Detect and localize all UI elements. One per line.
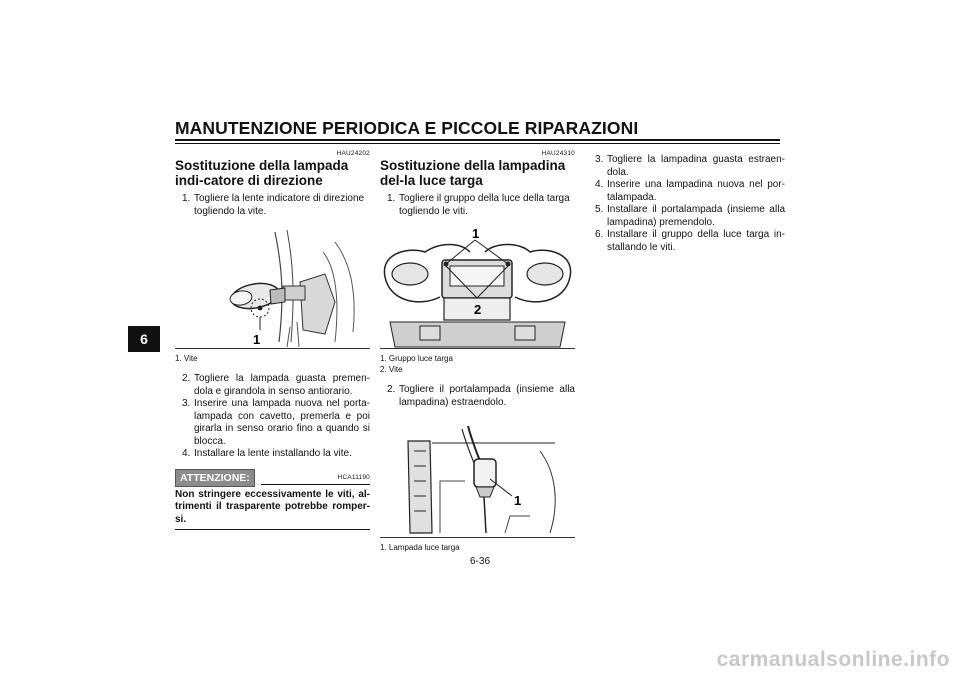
- attention-text: Non stringere eccessivamente le viti, al-trimenti il trasparente potrebbe romper-si.: [175, 488, 370, 525]
- caption-text: Gruppo luce targa: [388, 354, 453, 363]
- list-item: [182, 398, 370, 448]
- step-list: [595, 154, 785, 254]
- right-column: [595, 154, 785, 254]
- attention-rule: [261, 484, 370, 485]
- caption-text: Vite: [388, 365, 403, 374]
- caption-text: Vite: [183, 354, 198, 363]
- attention-bottom-rule: [175, 529, 370, 530]
- step-number: 4.: [595, 179, 604, 190]
- list-item: [182, 193, 370, 218]
- step-text: Installare il portalampada (insieme alla lampadina) premendolo.: [607, 204, 785, 228]
- step-number: 2.: [387, 384, 396, 395]
- left-column: [175, 150, 370, 530]
- step-number: 6.: [595, 229, 604, 240]
- page-number: 6-36: [469, 556, 490, 567]
- chapter-tab[interactable]: 6: [128, 326, 160, 352]
- figure-caption: [175, 353, 370, 364]
- section-heading: Sostituzione della lampada indi-catore di direzione: [175, 158, 349, 188]
- list-item: [595, 204, 785, 229]
- caption-number: 1.: [380, 543, 387, 552]
- step-text: Togliere la lampadina guasta estraen-dola.: [607, 154, 785, 178]
- license-light-figure: [380, 222, 575, 349]
- step-text: Installare la lente installando la vite.: [194, 448, 352, 459]
- bulb-socket-illustration: [380, 421, 575, 537]
- figure-caption: [380, 542, 575, 553]
- watermark[interactable]: carmanualsonline.info: [716, 648, 950, 671]
- step-list: [380, 193, 575, 218]
- step-list: [380, 384, 575, 409]
- step-text: Inserire una lampadina nuova nel por-talampada.: [607, 179, 785, 203]
- header-rule-thin: [175, 143, 780, 144]
- caption-number: 1.: [175, 354, 182, 363]
- step-text: Installare il gruppo della luce targa in-stallando le viti.: [607, 229, 785, 253]
- middle-column: [380, 150, 575, 553]
- step-number: 3.: [595, 154, 604, 165]
- step-list: [175, 373, 370, 461]
- list-item: [182, 373, 370, 398]
- list-item: [595, 229, 785, 254]
- figure-caption: [380, 353, 575, 375]
- turn-signal-figure: [175, 222, 370, 349]
- step-number: 1.: [182, 193, 191, 204]
- list-item: [182, 448, 370, 461]
- section-code: HAU24310: [541, 150, 575, 157]
- caption-number: 2.: [380, 365, 387, 374]
- step-number: 4.: [182, 448, 191, 459]
- bulb-socket-figure: [380, 421, 575, 538]
- callout-number: 2: [474, 302, 482, 317]
- step-number: 1.: [387, 193, 396, 204]
- caption-line: [380, 364, 575, 375]
- step-number: 5.: [595, 204, 604, 215]
- list-item: [595, 179, 785, 204]
- list-item: [387, 384, 575, 409]
- step-text: Togliere la lampada guasta premen-dola e girandola in senso antiorario.: [194, 373, 370, 397]
- step-text: Togliere la lente indicatore di direzione togliendo la vite.: [194, 193, 365, 217]
- list-item: [595, 154, 785, 179]
- caption-number: 1.: [380, 354, 387, 363]
- callout-number: 1: [514, 493, 522, 508]
- turn-signal-illustration: [175, 222, 370, 348]
- step-text: Togliere il portalampada (insieme alla lampadina) estraendolo.: [399, 384, 575, 408]
- step-number: 3.: [182, 398, 191, 409]
- callout-number: 1: [253, 332, 261, 347]
- caption-text: Lampada luce targa: [388, 543, 460, 552]
- step-text: Inserire una lampada nuova nel porta-lampada con cavetto, premerla e poi girarla in senso orario fino a quando si blocca.: [194, 398, 370, 447]
- step-list: [175, 193, 370, 218]
- section-code: HAU24202: [336, 150, 370, 157]
- caption-line: [380, 353, 575, 364]
- page-header: MANUTENZIONE PERIODICA E PICCOLE RIPARAZIONI: [175, 118, 639, 138]
- step-text: Togliere il gruppo della luce della targa togliendo le viti.: [399, 193, 570, 217]
- step-number: 2.: [182, 373, 191, 384]
- list-item: [387, 193, 575, 218]
- attention-code: HCA11190: [337, 473, 370, 481]
- header-rule-thick: [175, 139, 780, 141]
- callout-number: 1: [472, 226, 480, 241]
- license-light-illustration: [380, 222, 575, 348]
- section-heading: Sostituzione della lampadina del-la luce targa: [380, 158, 566, 188]
- attention-label: ATTENZIONE:: [175, 469, 255, 487]
